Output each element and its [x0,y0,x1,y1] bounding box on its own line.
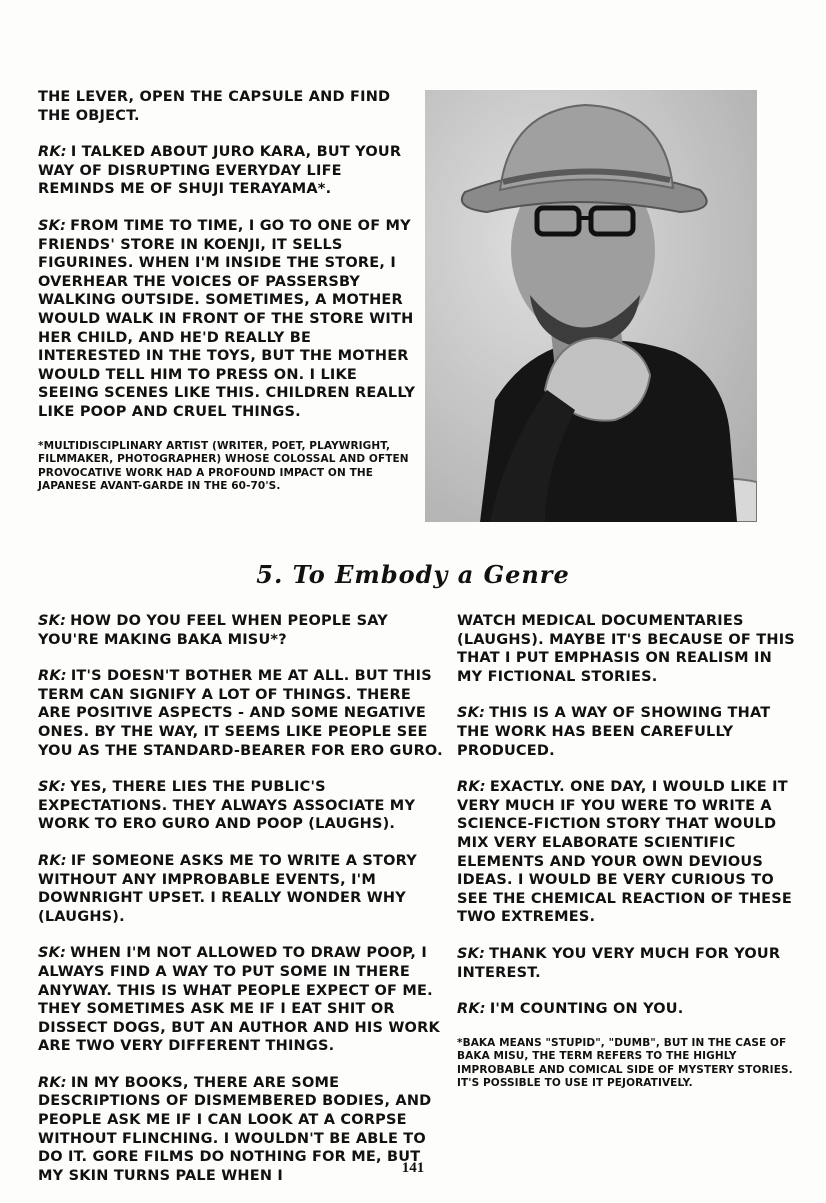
speaker-label: SK: [38,779,67,796]
top-text-column [38,88,418,494]
paragraph-text: YES, THERE LIES THE PUBLIC'S EXPECTATIONS. THEY ALWAYS ASSOCIATE MY WORK TO ERO GURO AND POOP (LAUGHS). [38,779,416,833]
paragraph [457,1000,802,1019]
page-number: 141 [401,1160,425,1176]
paragraph-text: WATCH MEDICAL DOCUMENTARIES (LAUGHS). MAYBE IT'S BECAUSE OF THIS THAT I PUT EMPHASIS ON REALISM IN MY FICTIONAL STORIES. [457,613,795,685]
paragraph [38,612,448,649]
speaker-label: RK: [38,144,67,161]
speaker-label: RK: [457,1001,486,1018]
paragraph [38,944,448,1056]
paragraph [38,217,418,422]
section-heading: 5. To Embody a Genre [256,560,570,589]
paragraph [38,667,448,760]
paragraph-text: WHEN I'M NOT ALLOWED TO DRAW POOP, I ALWAYS FIND A WAY TO PUT SOME IN THERE ANYWAY. THIS IS WHAT PEOPLE EXPECT OF ME. THEY SOMETIMES ASK ME IF I EAT SHIT OR DISSECT DOGS, BUT AN AUTHOR AND HIS WORK ARE TWO VERY DIFFERENT THINGS. [38,945,440,1055]
paragraph-text: HOW DO YOU FEEL WHEN PEOPLE SAY YOU'RE MAKING BAKA MISU*? [38,613,388,648]
speaker-label: SK: [38,945,67,962]
speaker-label: SK: [457,705,486,722]
paragraph-text: I TALKED ABOUT JURO KARA, BUT YOUR WAY OF DISRUPTING EVERYDAY LIFE REMINDS ME OF SHUJI TERAYAMA*. [38,144,402,198]
speaker-label: SK: [38,217,67,234]
speaker-label: RK: [38,1074,67,1091]
speaker-label: RK: [38,668,67,685]
footnote: *MULTIDISCIPLINARY ARTIST (WRITER, POET, PLAYWRIGHT, FILMMAKER, PHOTOGRAPHER) WHOSE COLOSSAL AND OFTEN PROVOCATIVE WORK HAD A PROFOUND IMPACT ON THE JAPANESE AVANT-GARDE IN THE 60-70'S. [38,439,409,492]
speaker-label: SK: [457,945,486,962]
speaker-label: RK: [457,779,486,796]
paragraph [457,778,802,927]
author-photo [425,90,757,522]
paragraph [38,143,418,199]
paragraph-text: FROM TIME TO TIME, I GO TO ONE OF MY FRIENDS' STORE IN KOENJI, IT SELLS FIGURINES. WHEN I'M INSIDE THE STORE, I OVERHEAR THE VOICES OF PASSERSBY WALKING OUTSIDE. SOMETIMES, A MOTHER WOULD WALK IN FRONT OF THE STORE WITH HER CHILD, AND HE'D REALLY BE INTERESTED IN THE TOYS, BUT THE MOTHER WOULD TELL HIM TO PRESS ON. I LIKE SEEING SCENES LIKE THIS. CHILDREN REALLY LIKE POOP AND CRUEL THINGS. [38,217,416,420]
paragraph [457,704,802,760]
paragraph [38,88,418,125]
speaker-label: RK: [38,852,67,869]
paragraph-text: IT'S DOESN'T BOTHER ME AT ALL. BUT THIS TERM CAN SIGNIFY A LOT OF THINGS. THERE ARE POSITIVE ASPECTS - AND SOME NEGATIVE ONES. BY THE WAY, IT SEEMS LIKE PEOPLE SEE YOU AS THE STANDARD-BEARER FOR ERO GURO. [38,668,443,759]
paragraph-text: THANK YOU VERY MUCH FOR YOUR INTEREST. [457,945,781,981]
paragraph-text: IF SOMEONE ASKS ME TO WRITE A STORY WITHOUT ANY IMPROBABLE EVENTS, I'M DOWNRIGHT UPSET. I REALLY WONDER WHY (LAUGHS). [38,852,417,925]
footnote: *BAKA MEANS "STUPID", "DUMB", BUT IN THE CASE OF BAKA MISU, THE TERM REFERS TO THE HIGHLY IMPROBABLE AND COMICAL SIDE OF MYSTERY STORIES. IT'S POSSIBLE TO USE IT PEJORATIVELY. [457,1036,793,1090]
paragraph [38,778,448,834]
paragraph-text: THIS IS A WAY OF SHOWING THAT THE WORK HAS BEEN CAREFULLY PRODUCED. [457,705,771,759]
paragraph [457,612,802,686]
left-text-column [38,612,448,1203]
paragraph-text: EXACTLY. ONE DAY, I WOULD LIKE IT VERY MUCH IF YOU WERE TO WRITE A SCIENCE-FICTION STORY THAT WOULD MIX VERY ELABORATE SCIENTIFIC ELEMENTS AND YOUR OWN DEVIOUS IDEAS. I WOULD BE VERY CURIOUS TO SEE THE CHEMICAL REACTION OF THESE TWO EXTREMES. [457,779,793,926]
paragraph-text: I'M COUNTING ON YOU. [489,1001,684,1018]
paragraph-text: IN MY BOOKS, THERE ARE SOME DESCRIPTIONS OF DISMEMBERED BODIES, AND PEOPLE ASK ME IF I CAN LOOK AT A CORPSE WITHOUT FLINCHING. I WOULDN'T BE ABLE TO DO IT. GORE FILMS DO NOTHING FOR ME, BUT MY SKIN TURNS PALE WHEN I [38,1074,432,1184]
speaker-label: SK: [38,613,67,629]
paragraph [457,945,802,982]
paragraph [38,852,448,926]
paragraph-text: THE LEVER, OPEN THE CAPSULE AND FIND THE OBJECT. [38,89,391,124]
right-text-column [457,612,802,1091]
